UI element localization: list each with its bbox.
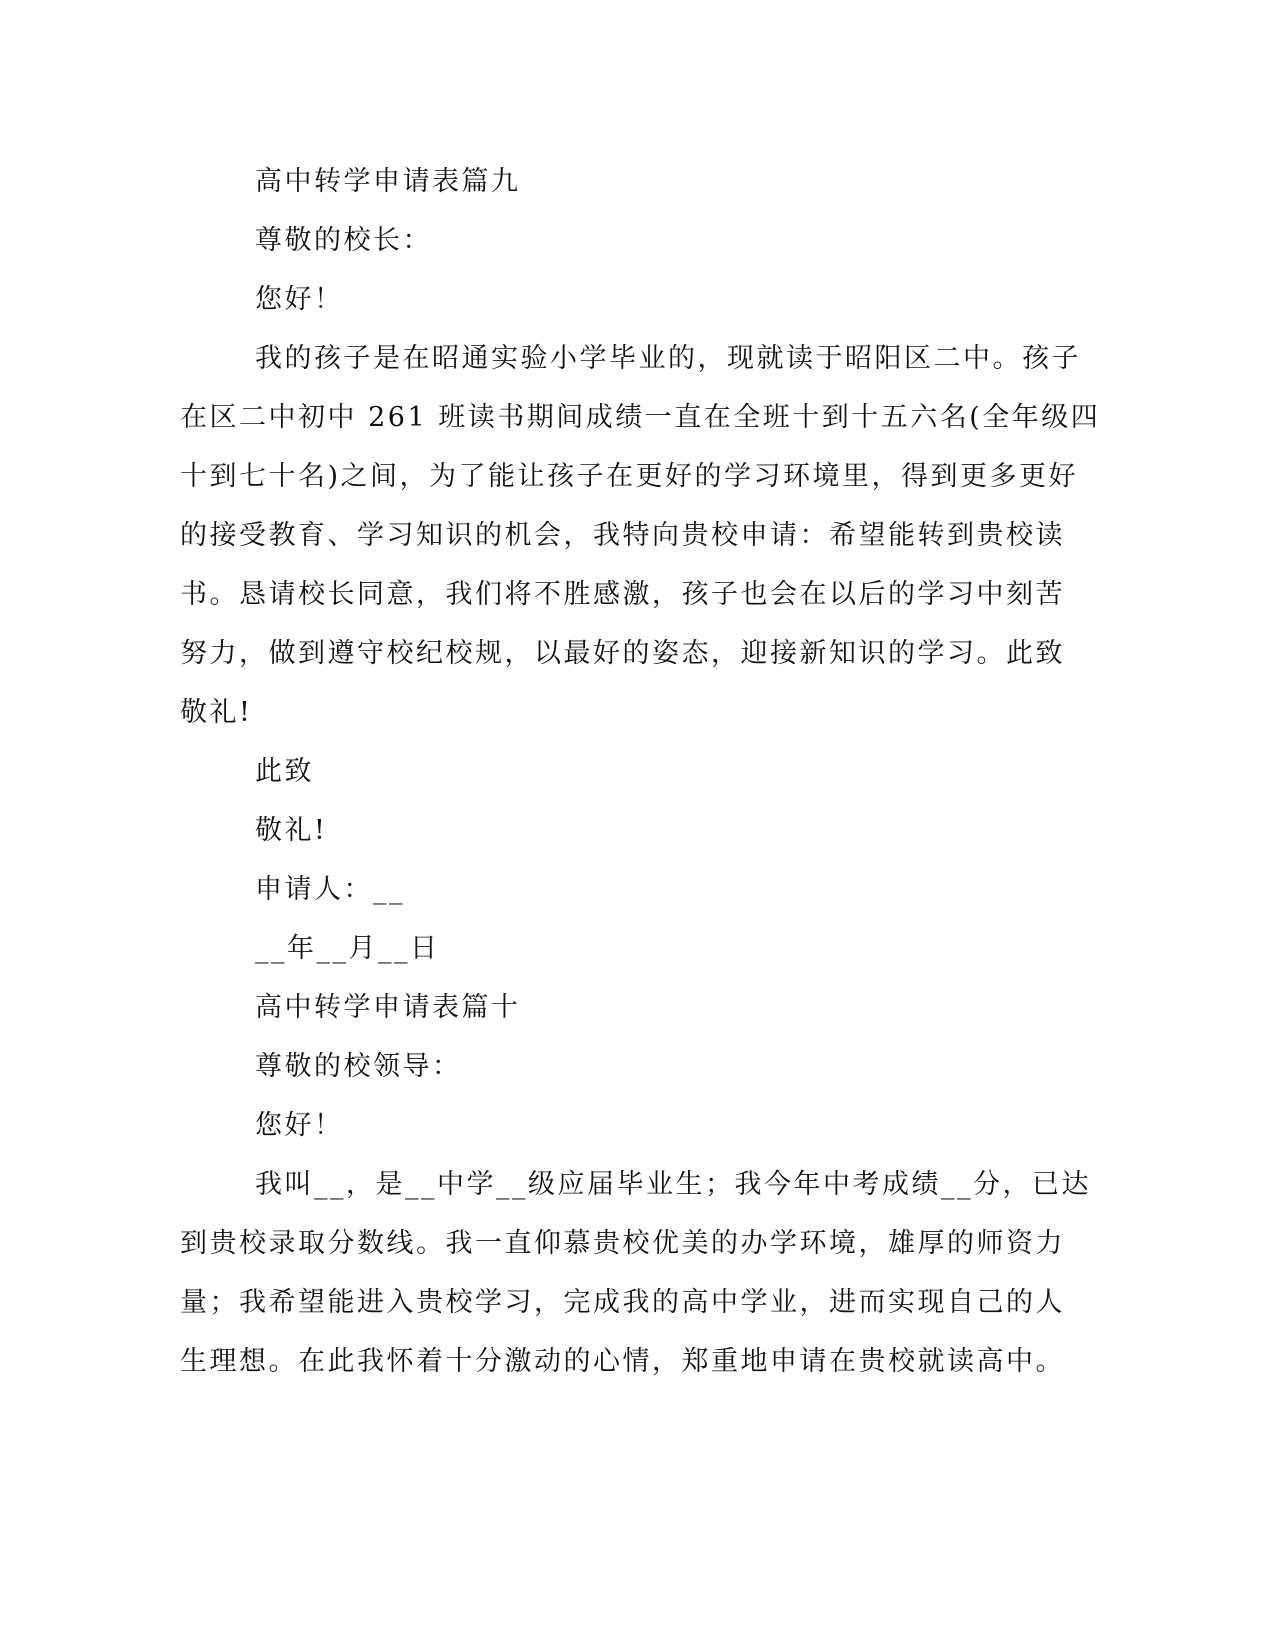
section-9-paragraph-line: 在区二中初中 261 班读书期间成绩一直在全班十到十五六名(全年级四: [180, 402, 1101, 433]
section-9-paragraph-line: 敬礼!: [180, 697, 253, 728]
section-9-paragraph-line: 的接受教育、学习知识的机会，我特向贵校申请：希望能转到贵校读: [180, 520, 1065, 551]
section-10-paragraph-line: 我叫__，是__中学__级应届毕业生；我今年中考成绩__分，已达: [255, 1169, 1091, 1200]
section-9-paragraph-line: 我的孩子是在昭通实验小学毕业的，现就读于昭阳区二中。孩子: [255, 343, 1081, 374]
section-9-applicant: 申请人：__: [255, 874, 405, 905]
section-9-salutation: 尊敬的校长：: [255, 225, 432, 256]
section-9-closing-salute: 敬礼!: [255, 815, 328, 846]
section-9-greeting: 您好！: [255, 284, 344, 315]
section-9-paragraph-line: 书。恳请校长同意，我们将不胜感激，孩子也会在以后的学习中刻苦: [180, 579, 1065, 610]
section-9-title: 高中转学申请表篇九: [255, 166, 521, 197]
section-10-greeting: 您好！: [255, 1110, 344, 1141]
section-10-paragraph-line: 到贵校录取分数线。我一直仰慕贵校优美的办学环境，雄厚的师资力: [180, 1228, 1065, 1259]
section-9-paragraph-line: 十到七十名)之间，为了能让孩子在更好的学习环境里，得到更多更好: [180, 461, 1079, 492]
section-9-date: __年__月__日: [255, 933, 440, 964]
section-9-paragraph-line: 努力，做到遵守校纪校规，以最好的姿态，迎接新知识的学习。此致: [180, 638, 1065, 669]
section-10-salutation: 尊敬的校领导：: [255, 1051, 462, 1082]
section-10-paragraph-line: 生理想。在此我怀着十分激动的心情，郑重地申请在贵校就读高中。: [180, 1346, 1065, 1377]
section-10-paragraph-line: 量；我希望能进入贵校学习，完成我的高中学业，进而实现自己的人: [180, 1287, 1065, 1318]
section-10-title: 高中转学申请表篇十: [255, 992, 521, 1023]
section-9-closing: 此致: [255, 756, 314, 787]
